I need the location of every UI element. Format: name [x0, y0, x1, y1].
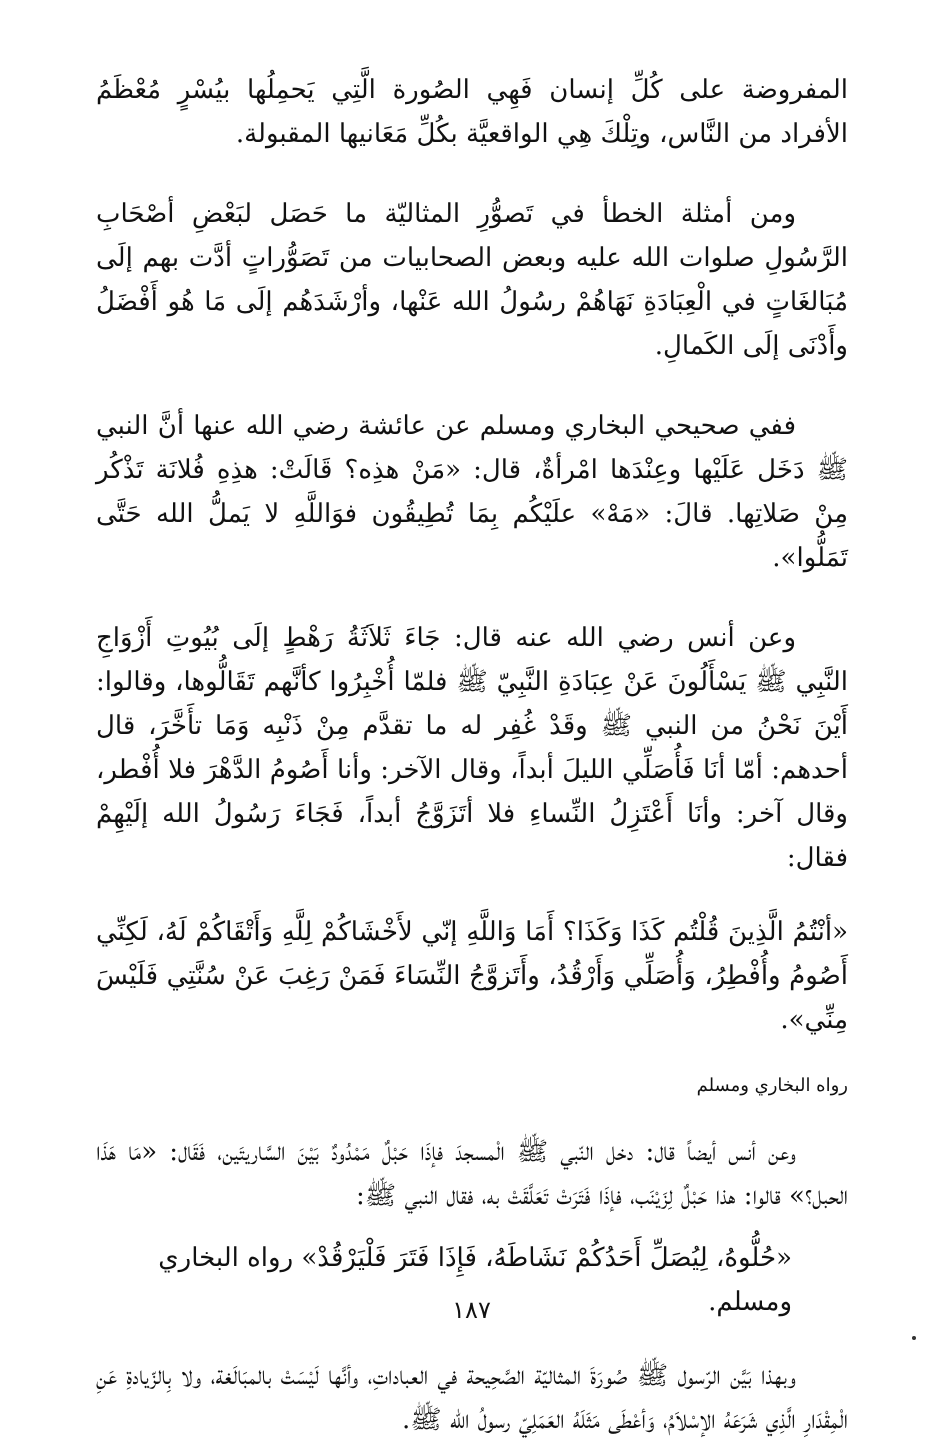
page-body	[96, 68, 848, 1442]
print-speck	[912, 1336, 916, 1340]
hadith-quote-1: «أنْتُمُ الَّذِينَ قُلْتُم كَذَا وَكَذَا؟ أَمَا وَاللَّهِ إنّي لأَخْشَاكُمْ لِلَّهِ وَأَتْقَاكُمْ لَهُ، لَكِنِّي أَصُومُ وأُفْطِرُ، وَأُصَلِّي وَأَرْقُدُ، وأَتَزوَّجُ النِّسَاءَ فَمَنْ رَغِبَ عَنْ سُنَّتِي فَلَيْسَ مِنِّي».	[96, 917, 848, 1035]
hadith-quote-2: «حُلُّوهُ، لِيُصَلِّ أَحَدُكُمْ نَشَاطَهُ، فَإِذَا فَتَرَ فَلْيَرْقُدْ» رواه البخاري ومسلم.	[158, 1243, 792, 1317]
paragraph-3: ففي صحيحي البخاري ومسلم عن عائشة رضي الله عنها أنَّ النبي ﷺ دَخَل عَلَيْها وعِنْدَها امْرأةٌ، قال: «مَنْ هذِه؟ قَالَتْ: هذِهِ فُلانَة تَذْكُر مِنْ صَلاتِها. قالَ: «مَهْ» علَيْكُم بِمَا تُطِيقُون فوَاللَّهِ لا يَملُّ الله حَتَّى تَمَلُّوا».	[96, 411, 848, 573]
paragraph-2: ومن أمثلة الخطأ في تَصوُّرِ المثاليّة ما حَصَل لبَعْضِ أصْحَابِ الرَّسُولِ صلوات الله عليه وبعض الصحابيات من تَصَوُّراتٍ أدَّت بهم إلَى مُبَالغَاتٍ في الْعِبَادَةِ نَهَاهُمْ رسُولُ الله عَنْها، وأرْشَدَهُم إلَى مَا هُو أَفْضَلُ وأَدْنَى إلَى الكَمالِ.	[96, 199, 848, 361]
paragraph-8: وبهذا بَيَّن الرّسول ﷺ صُورَةَ المثاليّة الصَّحِيحة في العباداتِ، وأنَّها لَيْسَتْ بالمبَالَغة، ولا بِالزّيادةِ عَنِ الْمِقْدَارِ الَّذِي شَرَعَهُ الإسْلاَمُ، وَأعْطَى مَثَلَهُ العَمَلِيّ رسولُ الله ﷺ.	[96, 1361, 848, 1435]
paragraph-4: وعن أنس رضي الله عنه قال: جَاءَ ثَلاَثَةُ رَهْطٍ إلَى بُيُوتِ أَزْوَاجِ النَّبِي ﷺ يَسْأَلُونَ عَنْ عِبَادَةِ النَّبِيّ ﷺ فلمّا أُخْبِرُوا كأنَّهم تَقَالُّوها، وقالوا: أَيْنَ نَحْنُ من النبي ﷺ وقَدْ غُفِر له ما تقدَّم مِنْ ذَنْبِه وَمَا تأَخَّرَ، قال أحدهم: أمّا أنَا فَأُصَلِّي الليلَ أبداً، وقال الآخر: وأنا أَصُومُ الدَّهْرَ فلا أُفْطر، وقال آخر: وأنَا أَعْتَزِلُ النِّساءِ فلا أتَزَوَّجُ أبداً، فَجَاءَ رَسُولُ الله إلَيْهِمْ فقال:	[96, 623, 848, 873]
hadith-source-1: رواه البخاري ومسلم	[696, 1075, 848, 1096]
paragraph-6: وعن أنس أيضاً قال: دخل النّبي ﷺ الْمسجدَ فإذَا حَبْلٌ مَمْدُودٌ بَيْنَ السَّاريتَين، فَقَال: «مَا هَذَا الحبل؟» قالوا: هذا حَبْلٌ لِزَيْنَب، فإذَا فَتَرَتْ تَعَلَّقَتْ به، فقال النبي ﷺ:	[96, 1137, 848, 1211]
page-number: ١٨٧	[452, 1296, 491, 1324]
paragraph-1: المفروضة على كُلِّ إنسان فَهِي الصُورة الَّتِي يَحمِلُها بيُسْرٍ مُعْظَمُ الأفراد من النَّاس، وتِلْكَ هِي الواقعيَّة بكُلِّ مَعَانيها المقبولة.	[96, 75, 848, 149]
